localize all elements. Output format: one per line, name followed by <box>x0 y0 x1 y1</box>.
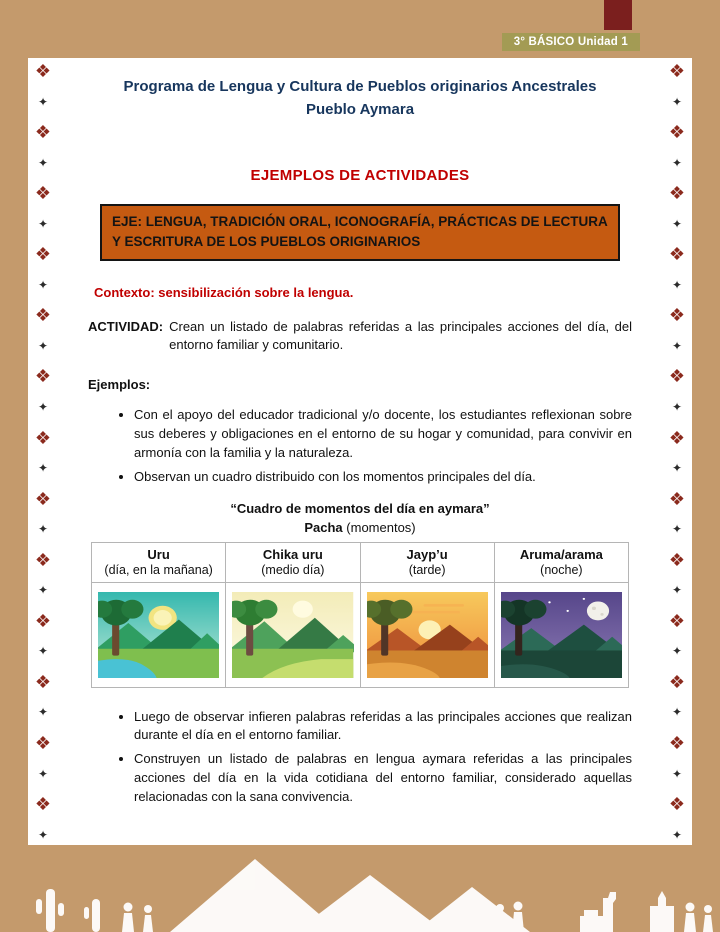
medallion-ornament-icon: ❖ <box>34 183 52 204</box>
scene-sunset-image <box>367 592 488 678</box>
scene-morning-image <box>98 592 219 678</box>
scene-morning-cell <box>92 582 226 687</box>
diamond-ornament-icon: ✦ <box>37 644 49 659</box>
diamond-ornament-icon: ✦ <box>37 400 49 415</box>
program-title-line2: Pueblo Aymara <box>305 100 415 118</box>
corner-decoration <box>604 0 632 30</box>
table-col-header-chika-uru: Chika uru (medio día) <box>226 542 360 582</box>
program-title <box>88 76 632 121</box>
medallion-ornament-icon: ❖ <box>668 610 686 631</box>
medallion-ornament-icon: ❖ <box>34 671 52 692</box>
diamond-ornament-icon: ✦ <box>37 216 49 231</box>
diamond-ornament-icon: ✦ <box>37 338 49 353</box>
medallion-ornament-icon: ❖ <box>668 549 686 570</box>
scene-midday-image <box>232 592 353 678</box>
medallion-ornament-icon: ❖ <box>668 733 686 754</box>
actividad-label: ACTIVIDAD: <box>88 318 164 334</box>
medallion-ornament-icon: ❖ <box>34 62 52 81</box>
medallion-ornament-icon: ❖ <box>668 366 686 387</box>
diamond-ornament-icon: ✦ <box>671 155 683 170</box>
table-header-row <box>92 542 629 582</box>
table-col-header-aruma: Aruma/arama (noche) <box>494 542 628 582</box>
scene-night-cell <box>494 582 628 687</box>
bullet-item: • Construyen un listado de palabras en lengua aymara referidas a las principales acciones del día en la vida cotidiana del entorno familiar, considerado aquellas relacionadas con la sana convivencia. <box>134 750 632 807</box>
medallion-ornament-icon: ❖ <box>668 183 686 204</box>
grade-unit-badge: 3° BÁSICO Unidad 1 <box>502 33 640 51</box>
medallion-ornament-icon: ❖ <box>34 610 52 631</box>
diamond-ornament-icon: ✦ <box>37 705 49 720</box>
diamond-ornament-icon: ✦ <box>671 583 683 598</box>
medallion-ornament-icon: ❖ <box>668 671 686 692</box>
diamond-ornament-icon: ✦ <box>37 277 49 292</box>
medallion-ornament-icon: ❖ <box>668 122 686 143</box>
document-page <box>28 58 692 845</box>
section-title: EJEMPLOS DE ACTIVIDADES <box>250 167 470 184</box>
diamond-ornament-icon: ✦ <box>671 94 683 109</box>
eje-banner: EJE: LENGUA, TRADICIÓN ORAL, ICONOGRAFÍA, PRÁCTICAS DE LECTURA Y ESCRITURA DE LOS PUEBLOS ORIGINARIOS <box>100 204 620 261</box>
page-content <box>88 58 632 845</box>
table-col-header-uru: Uru (día, en la mañana) <box>92 542 226 582</box>
table-image-row <box>92 582 629 687</box>
bullet-list-bottom <box>88 708 632 807</box>
medallion-ornament-icon: ❖ <box>668 488 686 509</box>
diamond-ornament-icon: ✦ <box>37 827 49 841</box>
medallion-ornament-icon: ❖ <box>34 305 52 326</box>
bullet-item: • Observan un cuadro distribuido con los momentos principales del día. <box>134 468 632 487</box>
medallion-ornament-icon: ❖ <box>34 122 52 143</box>
diamond-ornament-icon: ✦ <box>37 583 49 598</box>
scene-midday-cell <box>226 582 360 687</box>
table-caption-sub: Pacha (momentos) <box>304 520 416 536</box>
medallion-ornament-icon: ❖ <box>34 794 52 815</box>
actividad-block <box>88 318 632 356</box>
program-title-line1: Programa de Lengua y Cultura de Pueblos originarios Ancestrales <box>123 78 597 95</box>
diamond-ornament-icon: ✦ <box>37 766 49 781</box>
medallion-ornament-icon: ❖ <box>668 244 686 265</box>
diamond-ornament-icon: ✦ <box>671 338 683 353</box>
ejemplos-label: Ejemplos: <box>88 377 151 393</box>
scene-night-image <box>501 592 622 678</box>
contexto-line: Contexto: sensibilización sobre la lengua. <box>94 284 354 300</box>
medallion-ornament-icon: ❖ <box>34 244 52 265</box>
diamond-ornament-icon: ✦ <box>671 644 683 659</box>
footer-band <box>0 845 720 932</box>
diamond-ornament-icon: ✦ <box>671 216 683 231</box>
medallion-ornament-icon: ❖ <box>34 733 52 754</box>
actividad-text: Crean un listado de palabras referidas a las principales acciones del día, del entorno familiar y comunitario. <box>169 318 632 353</box>
scene-sunset-cell <box>360 582 494 687</box>
medallion-ornament-icon: ❖ <box>34 366 52 387</box>
moments-table <box>91 542 629 688</box>
medallion-ornament-icon: ❖ <box>668 305 686 326</box>
diamond-ornament-icon: ✦ <box>671 461 683 476</box>
diamond-ornament-icon: ✦ <box>671 522 683 537</box>
medallion-ornament-icon: ❖ <box>668 62 686 81</box>
bullet-item: • Luego de observar infieren palabras referidas a las principales acciones que realizan durante el día en el entorno familiar. <box>134 708 632 746</box>
diamond-ornament-icon: ✦ <box>671 827 683 841</box>
medallion-ornament-icon: ❖ <box>668 427 686 448</box>
table-caption <box>88 499 632 538</box>
table-col-header-jaypu: Jayp’u (tarde) <box>360 542 494 582</box>
diamond-ornament-icon: ✦ <box>37 94 49 109</box>
diamond-ornament-icon: ✦ <box>37 155 49 170</box>
medallion-ornament-icon: ❖ <box>34 488 52 509</box>
diamond-ornament-icon: ✦ <box>671 705 683 720</box>
andean-silhouette-illustration <box>0 845 720 932</box>
left-ornament-border <box>29 62 57 841</box>
medallion-ornament-icon: ❖ <box>34 549 52 570</box>
diamond-ornament-icon: ✦ <box>37 461 49 476</box>
right-ornament-border <box>663 62 691 841</box>
bullet-item: • Con el apoyo del educador tradicional y/o docente, los estudiantes reflexionan sobre sus deberes y obligaciones en el entorno de su hogar y comunidad, para convivir en armonía con la familia y la naturaleza. <box>134 406 632 463</box>
diamond-ornament-icon: ✦ <box>671 400 683 415</box>
diamond-ornament-icon: ✦ <box>671 277 683 292</box>
medallion-ornament-icon: ❖ <box>668 794 686 815</box>
table-caption-title: “Cuadro de momentos del día en aymara” <box>230 500 490 516</box>
medallion-ornament-icon: ❖ <box>34 427 52 448</box>
top-strip <box>0 0 720 58</box>
bullet-list-top <box>88 406 632 486</box>
diamond-ornament-icon: ✦ <box>37 522 49 537</box>
diamond-ornament-icon: ✦ <box>671 766 683 781</box>
